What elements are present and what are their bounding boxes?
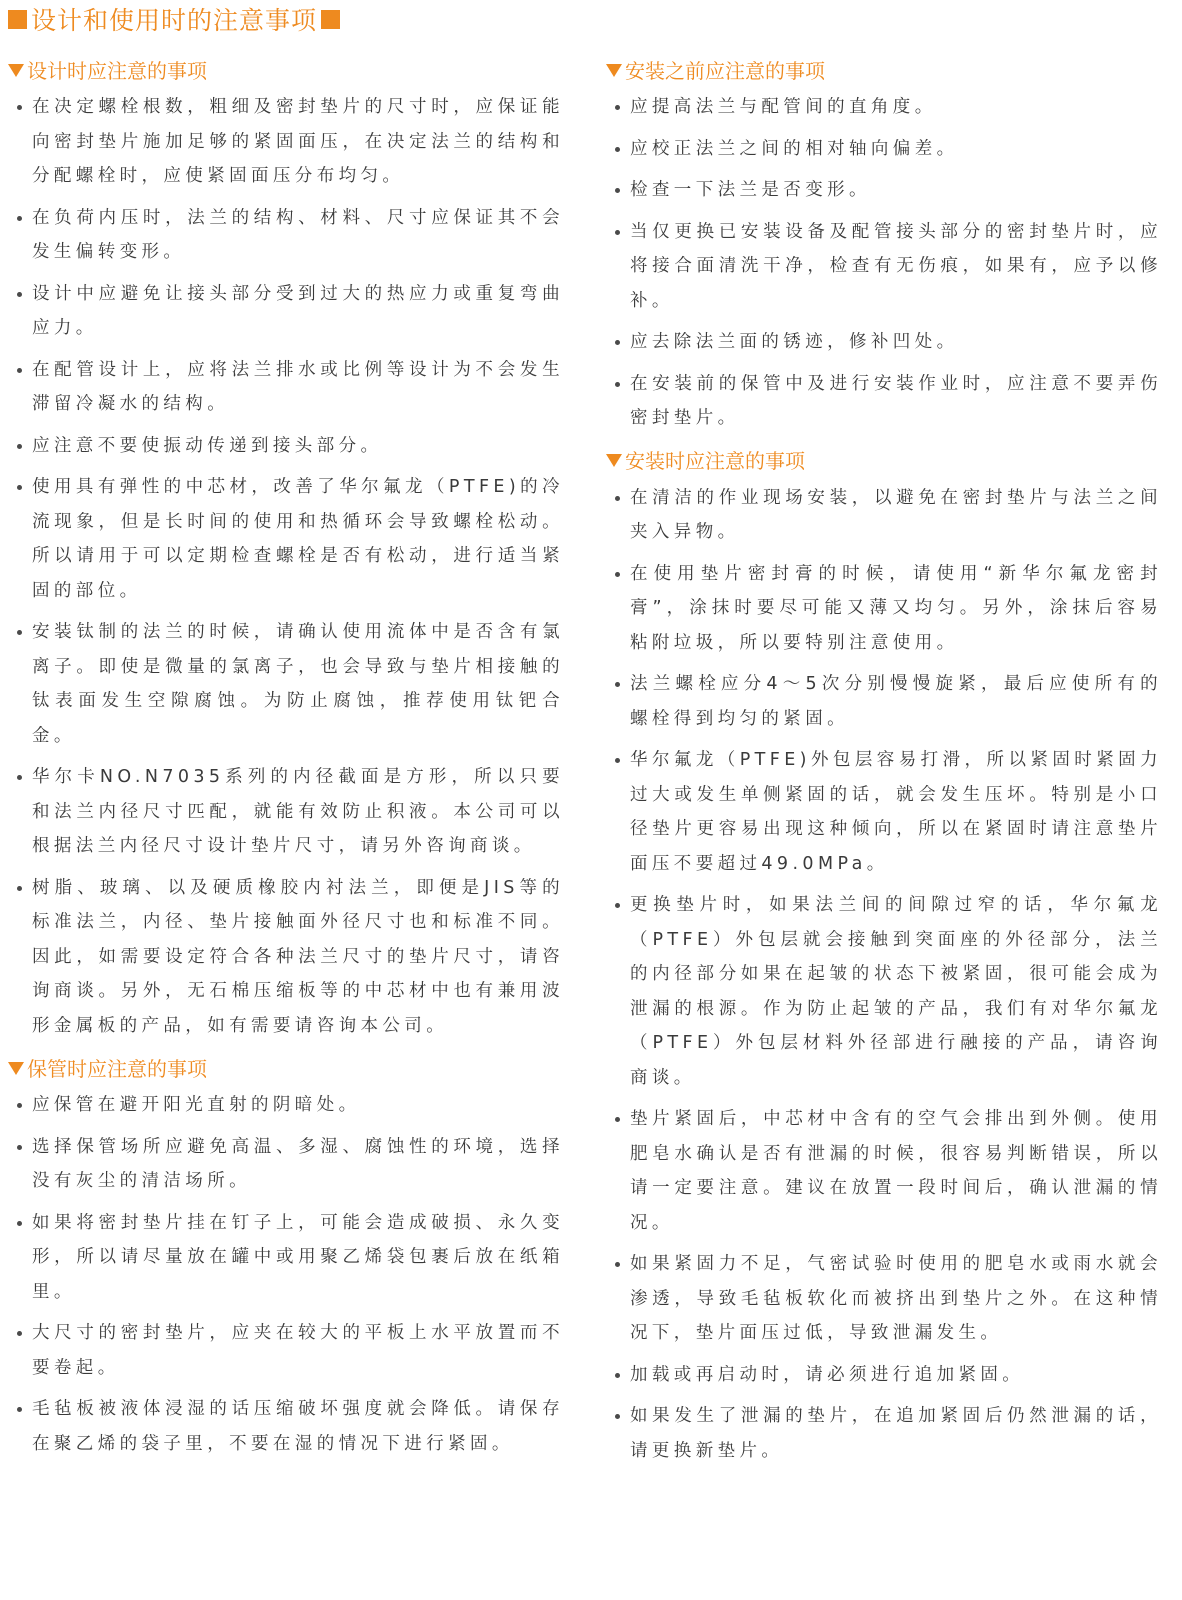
title-square-icon [8, 10, 27, 29]
list-item: 应校正法兰之间的相对轴向偏差。 [606, 132, 1162, 167]
list-item: 设计中应避免让接头部分受到过大的热应力或重复弯曲应力。 [8, 277, 564, 346]
list-item: 当仅更换已安装设备及配管接头部分的密封垫片时，应将接合面清洗干净，检查有无伤痕，如果有，应予以修补。 [606, 215, 1162, 319]
bullet-icon [17, 1221, 22, 1226]
list-item: 应去除法兰面的锈迹，修补凹处。 [606, 325, 1162, 360]
list-item: 在决定螺栓根数，粗细及密封垫片的尺寸时，应保证能向密封垫片施加足够的紧固面压，在决定法兰的结构和分配螺栓时，应使紧固面压分布均匀。 [8, 90, 564, 194]
bullet-icon [615, 1262, 620, 1267]
bullet-icon [17, 1331, 22, 1336]
section-heading-design [8, 54, 564, 84]
list-item: 法兰螺栓应分4～5次分别慢慢旋紧，最后应使所有的螺栓得到均匀的紧固。 [606, 667, 1162, 736]
bullet-icon [17, 105, 22, 110]
triangle-down-icon [606, 454, 622, 467]
list-item: 在安装前的保管中及进行安装作业时，应注意不要弄伤密封垫片。 [606, 367, 1162, 436]
bullet-icon [615, 188, 620, 193]
list-item: 应保管在避开阳光直射的阴暗处。 [8, 1088, 564, 1123]
triangle-down-icon [8, 64, 24, 77]
triangle-down-icon [606, 64, 622, 77]
list-item: 加载或再启动时，请必须进行追加紧固。 [606, 1358, 1162, 1393]
bullet-icon [17, 886, 22, 891]
bullet-icon [17, 775, 22, 780]
section-heading-text: 保管时应注意的事项 [27, 1056, 207, 1081]
list-item: 应注意不要使振动传递到接头部分。 [8, 429, 564, 464]
section-heading-text: 安装之前应注意的事项 [625, 58, 825, 83]
bullet-icon [17, 1407, 22, 1412]
bullet-icon [615, 903, 620, 908]
list-item: 应提高法兰与配管间的直角度。 [606, 90, 1162, 125]
bullet-icon [615, 340, 620, 345]
list-item: 垫片紧固后，中芯材中含有的空气会排出到外侧。使用肥皂水确认是否有泄漏的时候，很容易判断错误，所以请一定要注意。建议在放置一段时间后，确认泄漏的情况。 [606, 1102, 1162, 1240]
list-item: 华尔卡NO.N7035系列的内径截面是方形，所以只要和法兰内径尺寸匹配，就能有效防止积液。本公司可以根据法兰内径尺寸设计垫片尺寸，请另外咨询商谈。 [8, 760, 564, 864]
bullet-icon [615, 382, 620, 387]
section-heading-before-install [606, 54, 1162, 84]
design-notes-list [8, 90, 564, 1043]
during-install-notes-list [606, 481, 1162, 1469]
bullet-icon [615, 682, 620, 687]
bullet-icon [615, 1373, 620, 1378]
bullet-icon [615, 1117, 620, 1122]
list-item: 在负荷内压时，法兰的结构、材料、尺寸应保证其不会发生偏转变形。 [8, 201, 564, 270]
list-item: 毛毡板被液体浸湿的话压缩破坏强度就会降低。请保存在聚乙烯的袋子里，不要在湿的情况下进行紧固。 [8, 1392, 564, 1461]
bullet-icon [17, 630, 22, 635]
list-item: 使用具有弹性的中芯材，改善了华尔氟龙（PTFE)的冷流现象，但是长时间的使用和热循环会导致螺栓松动。所以请用于可以定期检查螺栓是否有松动，进行适当紧固的部位。 [8, 470, 564, 608]
bullet-icon [17, 216, 22, 221]
bullet-icon [615, 496, 620, 501]
triangle-down-icon [8, 1062, 24, 1075]
storage-notes-list [8, 1088, 564, 1461]
bullet-icon [615, 758, 620, 763]
list-item: 选择保管场所应避免高温、多湿、腐蚀性的环境，选择没有灰尘的清洁场所。 [8, 1130, 564, 1199]
right-column [606, 54, 1162, 1475]
list-item: 检查一下法兰是否变形。 [606, 173, 1162, 208]
bullet-icon [17, 444, 22, 449]
left-column [8, 54, 564, 1468]
bullet-icon [615, 105, 620, 110]
list-item: 更换垫片时，如果法兰间的间隙过窄的话，华尔氟龙（PTFE）外包层就会接触到突面座的外径部分，法兰的内径部分如果在起皱的状态下被紧固，很可能会成为泄漏的根源。作为防止起皱的产品，我们有对华尔氟龙（PTFE）外包层材料外径部进行融接的产品，请咨询商谈。 [606, 888, 1162, 1095]
bullet-icon [615, 572, 620, 577]
list-item: 华尔氟龙（PTFE)外包层容易打滑，所以紧固时紧固力过大或发生单侧紧固的话，就会发生压坏。特别是小口径垫片更容易出现这种倾向，所以在紧固时请注意垫片面压不要超过49.0MPa。 [606, 743, 1162, 881]
list-item: 如果发生了泄漏的垫片，在追加紧固后仍然泄漏的话，请更换新垫片。 [606, 1399, 1162, 1468]
before-install-notes-list [606, 90, 1162, 436]
list-item: 安装钛制的法兰的时候，请确认使用流体中是否含有氯离子。即使是微量的氯离子，也会导致与垫片相接触的钛表面发生空隙腐蚀。为防止腐蚀，推荐使用钛钯合金。 [8, 615, 564, 753]
page-title [8, 2, 340, 36]
list-item: 在使用垫片密封膏的时候，请使用“新华尔氟龙密封膏”，涂抹时要尽可能又薄又均匀。另外，涂抹后容易粘附垃圾，所以要特别注意使用。 [606, 557, 1162, 661]
title-square-icon [321, 10, 340, 29]
section-heading-text: 安装时应注意的事项 [625, 449, 805, 473]
bullet-icon [615, 147, 620, 152]
page-title-text: 设计和使用时的注意事项 [31, 6, 318, 35]
list-item: 在配管设计上，应将法兰排水或比例等设计为不会发生滞留冷凝水的结构。 [8, 353, 564, 422]
list-item: 如果将密封垫片挂在钉子上，可能会造成破损、永久变形，所以请尽量放在罐中或用聚乙烯袋包裹后放在纸箱里。 [8, 1206, 564, 1310]
bullet-icon [17, 1103, 22, 1108]
bullet-icon [17, 1145, 22, 1150]
section-heading-text: 设计时应注意的事项 [27, 58, 207, 83]
section-heading-storage [8, 1052, 564, 1082]
bullet-icon [17, 292, 22, 297]
list-item: 树脂、玻璃、以及硬质橡胶内衬法兰，即便是JIS等的标准法兰，内径、垫片接触面外径尺寸也和标准不同。因此，如需要设定符合各种法兰尺寸的垫片尺寸，请咨询商谈。另外，无石棉压缩板等的中芯材中也有兼用波形金属板的产品，如有需要请咨询本公司。 [8, 871, 564, 1044]
list-item: 如果紧固力不足，气密试验时使用的肥皂水或雨水就会渗透，导致毛毡板软化而被挤出到垫片之外。在这种情况下，垫片面压过低，导致泄漏发生。 [606, 1247, 1162, 1351]
bullet-icon [17, 485, 22, 490]
bullet-icon [615, 230, 620, 235]
list-item: 在清洁的作业现场安装，以避免在密封垫片与法兰之间夹入异物。 [606, 481, 1162, 550]
bullet-icon [17, 368, 22, 373]
list-item: 大尺寸的密封垫片，应夹在较大的平板上水平放置而不要卷起。 [8, 1316, 564, 1385]
section-heading-during-install [606, 445, 1162, 475]
bullet-icon [615, 1414, 620, 1419]
